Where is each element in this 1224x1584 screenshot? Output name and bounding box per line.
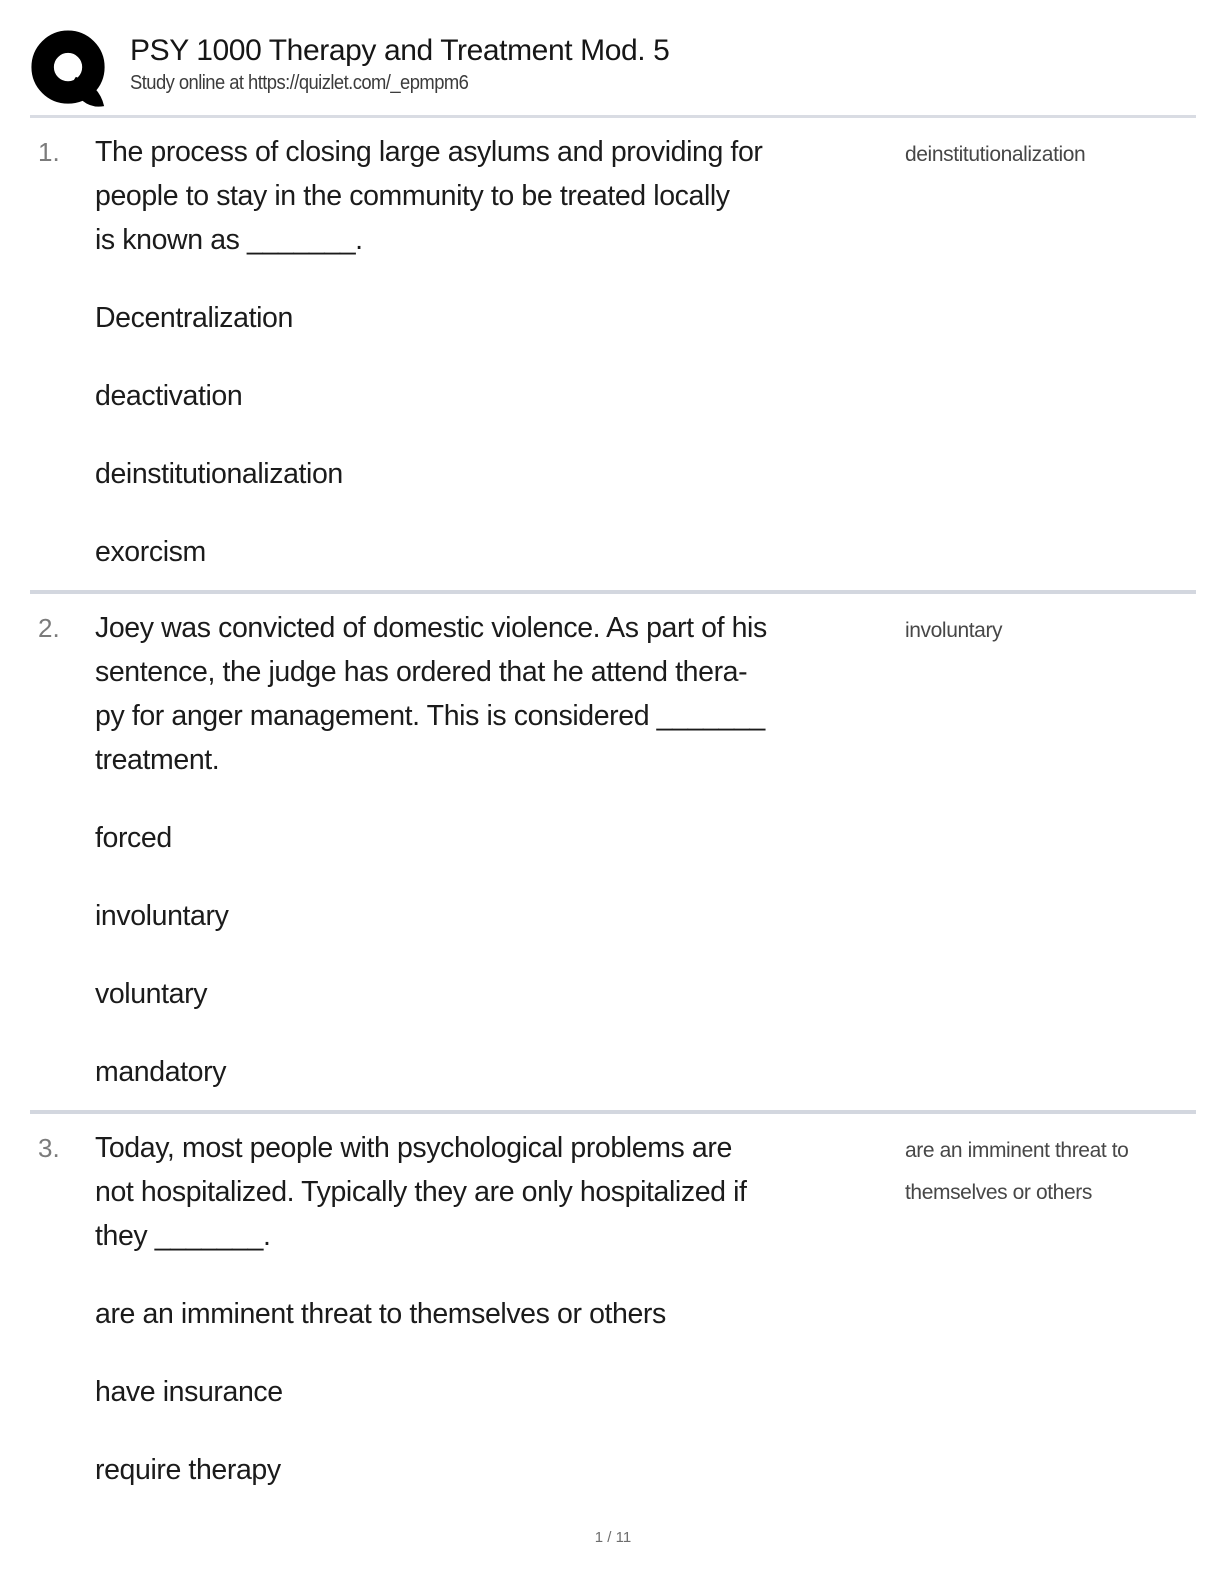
question-text-line: sentence, the judge has ordered that he attend thera- — [95, 656, 748, 688]
question-text-line: treatment. — [95, 744, 220, 776]
question-1-text — [95, 130, 895, 262]
question-text-line: Joey was convicted of domestic violence. As part of his — [95, 612, 767, 644]
answer-option: involuntary — [95, 900, 229, 932]
question-3-text — [95, 1126, 895, 1258]
question-text-line: Today, most people with psychological problems are — [95, 1132, 732, 1164]
question-3-body — [95, 1126, 895, 1492]
question-text-line: not hospitalized. Typically they are only hospitalized if — [95, 1176, 747, 1208]
page-indicator: 1 / 11 — [594, 1529, 632, 1546]
question-3-number: 3. — [38, 1133, 60, 1163]
question-2-number: 2. — [38, 613, 60, 643]
answer-option: forced — [95, 822, 172, 854]
page-header — [30, 30, 1196, 118]
question-1-number: 1. — [38, 137, 60, 167]
page-title: PSY 1000 Therapy and Treatment Mod. 5 — [130, 34, 670, 67]
answer-option: deinstitutionalization — [95, 458, 343, 490]
question-text-line: is known as _______. — [95, 224, 363, 256]
answer-option: require therapy — [95, 1454, 281, 1486]
answer-option: voluntary — [95, 978, 208, 1010]
answer-option: deactivation — [95, 380, 243, 412]
question-2 — [30, 594, 1196, 1114]
header-text — [130, 30, 669, 95]
question-3 — [30, 1114, 1196, 1508]
question-text-line: The process of closing large asylums and providing for — [95, 136, 763, 168]
question-1 — [30, 118, 1196, 594]
answer-option: exorcism — [95, 536, 206, 568]
answer-option: Decentralization — [95, 302, 293, 334]
question-2-answer: involuntary — [905, 619, 1003, 642]
study-online-link[interactable]: Study online at https://quizlet.com/_epmpm6 — [130, 72, 469, 94]
question-text-line: py for anger management. This is considered _______ — [95, 700, 765, 732]
answer-option: mandatory — [95, 1056, 227, 1088]
question-2-body — [95, 606, 895, 1094]
question-1-answer: deinstitutionalization — [905, 143, 1086, 166]
question-2-text — [95, 606, 895, 782]
question-1-body — [95, 130, 895, 574]
answer-option: are an imminent threat to themselves or others — [95, 1298, 666, 1330]
page-footer — [30, 1529, 1196, 1546]
answer-option: have insurance — [95, 1376, 283, 1408]
question-3-answer: are an imminent threat to themselves or others — [905, 1139, 1129, 1204]
quizlet-q-icon — [30, 30, 108, 110]
question-text-line: they _______. — [95, 1220, 271, 1252]
question-text-line: people to stay in the community to be treated locally — [95, 180, 730, 212]
